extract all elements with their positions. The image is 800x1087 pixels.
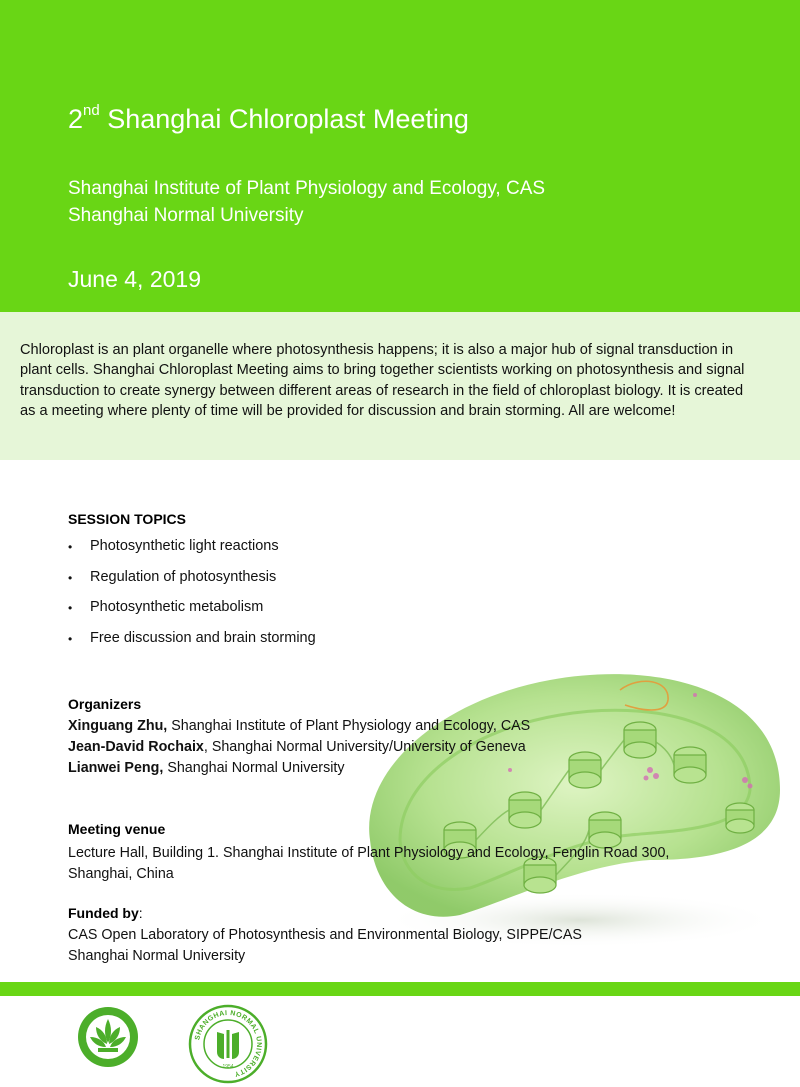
bullet-icon: •	[68, 570, 73, 585]
organizers-heading: Organizers	[68, 696, 142, 712]
header-banner	[0, 0, 800, 312]
bullet-icon: •	[68, 631, 73, 646]
host-institution-2: Shanghai Normal University	[68, 205, 304, 226]
svg-text:SHANGHAI NORMAL UNIVERSITY: SHANGHAI NORMAL UNIVERSITY	[194, 1009, 263, 1078]
meeting-date: June 4, 2019	[68, 266, 202, 292]
footer-bar	[0, 982, 800, 996]
organizer-row	[68, 760, 345, 776]
topic-label: Free discussion and brain storming	[90, 629, 316, 646]
topic-label: Photosynthetic light reactions	[90, 538, 279, 554]
shanghai-normal-university-seal-icon	[188, 1004, 268, 1084]
funder-1: CAS Open Laboratory of Photosynthesis and Environmental Biology, SIPPE/CAS	[68, 927, 582, 943]
bullet-icon: •	[68, 540, 73, 554]
venue-text: Lecture Hall, Building 1. Shanghai Institute of Plant Physiology and Ecology, Fenglin Road 300, Shanghai, China	[68, 845, 670, 882]
list-item	[68, 538, 316, 569]
organizer-name: Lianwei Peng,	[68, 760, 164, 776]
organizer-row	[68, 718, 530, 734]
funded-by-heading: Funded by:	[68, 905, 143, 921]
intro-panel	[0, 312, 800, 460]
sippe-lotus-logo-icon	[76, 1005, 140, 1069]
organizer-row	[68, 739, 526, 755]
list-item	[68, 630, 316, 661]
host-institution-1: Shanghai Institute of Plant Physiology and Ecology, CAS	[68, 178, 546, 199]
venue-heading: Meeting venue	[68, 821, 166, 837]
bullet-icon: •	[68, 601, 73, 615]
list-item	[68, 569, 316, 600]
organizer-name: Xinguang Zhu,	[68, 718, 168, 734]
funder-2: Shanghai Normal University	[68, 948, 246, 964]
list-item	[68, 599, 316, 630]
session-topics-heading: SESSION TOPICS	[68, 511, 186, 527]
topic-label: Regulation of photosynthesis	[90, 568, 277, 585]
chloroplast-illustration-icon	[350, 650, 790, 950]
organizer-affiliation: , Shanghai Normal University/University of Geneva	[203, 739, 526, 755]
meeting-title: 2nd Shanghai Chloroplast Meeting	[68, 102, 469, 134]
organizer-affiliation: Shanghai Institute of Plant Physiology and Ecology, CAS	[167, 718, 531, 734]
organizer-affiliation: Shanghai Normal University	[163, 760, 345, 776]
session-topics-list	[68, 538, 316, 660]
topic-label: Photosynthetic metabolism	[90, 599, 264, 615]
intro-text: Chloroplast is an plant organelle where photosynthesis happens; it is also a major hub of signal transduction in plant cells. Shanghai Chloroplast Meeting aims to bring together scientists working on photosynthesis and signal transduction to create synergy between different areas of research in the field of chloroplast biology. It is created as a meeting where plenty of time will be provided for discussion and brain storming. All are welcome!	[20, 342, 745, 420]
organizer-name: Jean-David Rochaix	[68, 739, 204, 755]
svg-text:1954: 1954	[222, 1064, 234, 1070]
